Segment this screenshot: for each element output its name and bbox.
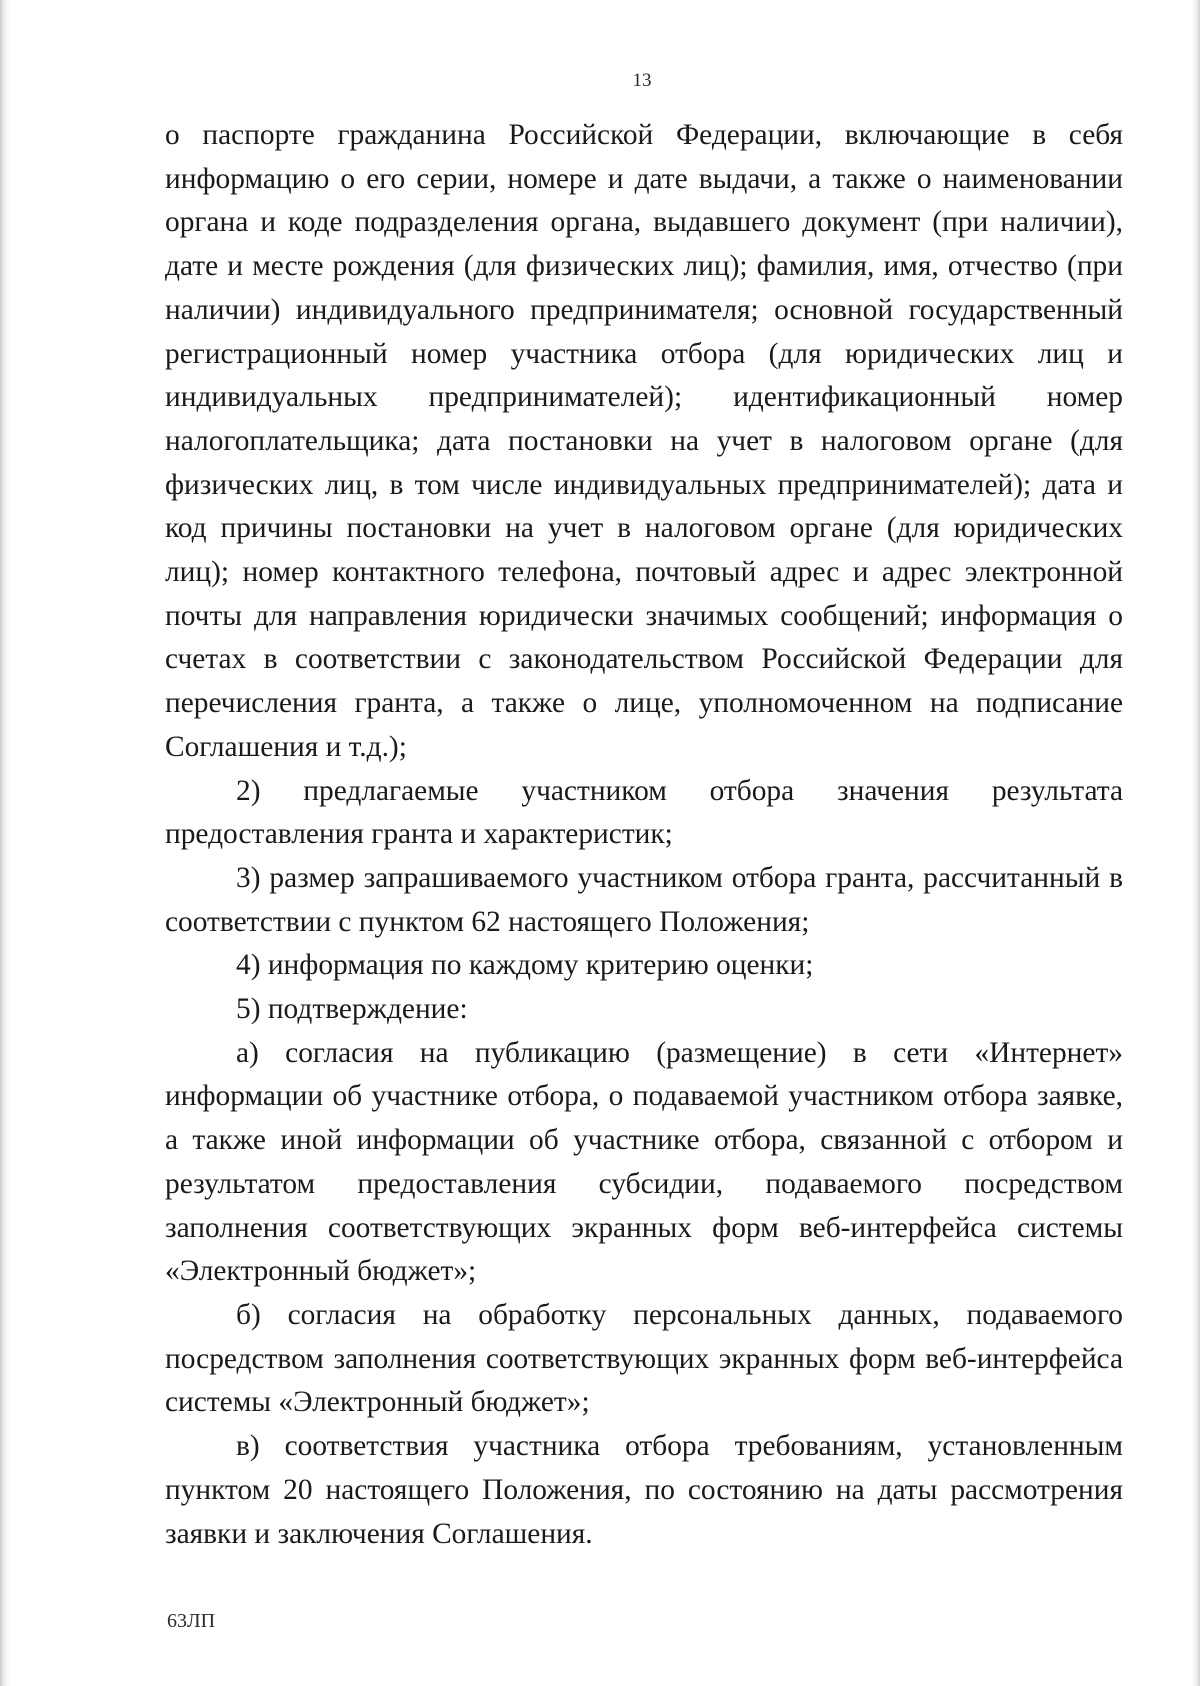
paragraph-item-5b: б) согласия на обработку персональных данных, подаваемого посредством заполнения соответствующих экранных форм веб-интерфейса системы «Электронный бюджет»; bbox=[165, 1298, 1123, 1419]
paragraph-item-3: 3) размер запрашиваемого участником отбора гранта, рассчитанный в соответствии с пунктом 62 настоящего Положения; bbox=[165, 861, 1123, 938]
document-body bbox=[165, 114, 1123, 1556]
paragraph-item-2: 2) предлагаемые участником отбора значения результата предоставления гранта и характеристик; bbox=[165, 774, 1123, 851]
paragraph-item-5v: в) соответствия участника отбора требованиям, установленным пунктом 20 настоящего Положения, по состоянию на даты рассмотрения заявки и заключения Соглашения. bbox=[165, 1430, 1123, 1550]
paragraph-item-4: 4) информация по каждому критерию оценки; bbox=[236, 949, 814, 982]
scan-edge-right bbox=[1192, 0, 1200, 1686]
footer-document-code: 63ЛП bbox=[167, 1610, 216, 1632]
paragraph-item-5: 5) подтверждение: bbox=[236, 993, 468, 1026]
scan-edge-left bbox=[0, 0, 10, 1686]
paragraph-item-5a: а) согласия на публикацию (размещение) в сети «Интернет» информации об участнике отбора, о подаваемой участником отбора заявке, а также иной информации об участнике отбора, связанной с отбором и результатом предоставления субсидии, подаваемого посредством заполнения соответствующих экранных форм веб-интерфейса системы «Электронный бюджет»; bbox=[165, 1036, 1123, 1288]
paragraph-passport-info: о паспорте гражданина Российской Федерации, включающие в себя информацию о его серии, номере и дате выдачи, а также о наименовании органа и коде подразделения органа, выдавшего документ (при наличии), дате и месте рождения (для физических лиц); фамилия, имя, отчество (при наличии) индивидуального предпринимателя; основной государственный регистрационный номер участника отбора (для юридических лиц и индивидуальных предпринимателей); идентификационный номер налогоплательщика; дата постановки на учет в налоговом органе (для физических лиц, в том числе индивидуальных предпринимателей); дата и код причины постановки на учет в налоговом органе (для юридических лиц); номер контактного телефона, почтовый адрес и адрес электронной почты для направления юридически значимых сообщений; информация о счетах в соответствии с законодательством Российской Федерации для перечисления гранта, а также о лице, уполномоченном на подписание Соглашения и т.д.); bbox=[165, 119, 1123, 763]
page-number: 13 bbox=[632, 70, 652, 91]
